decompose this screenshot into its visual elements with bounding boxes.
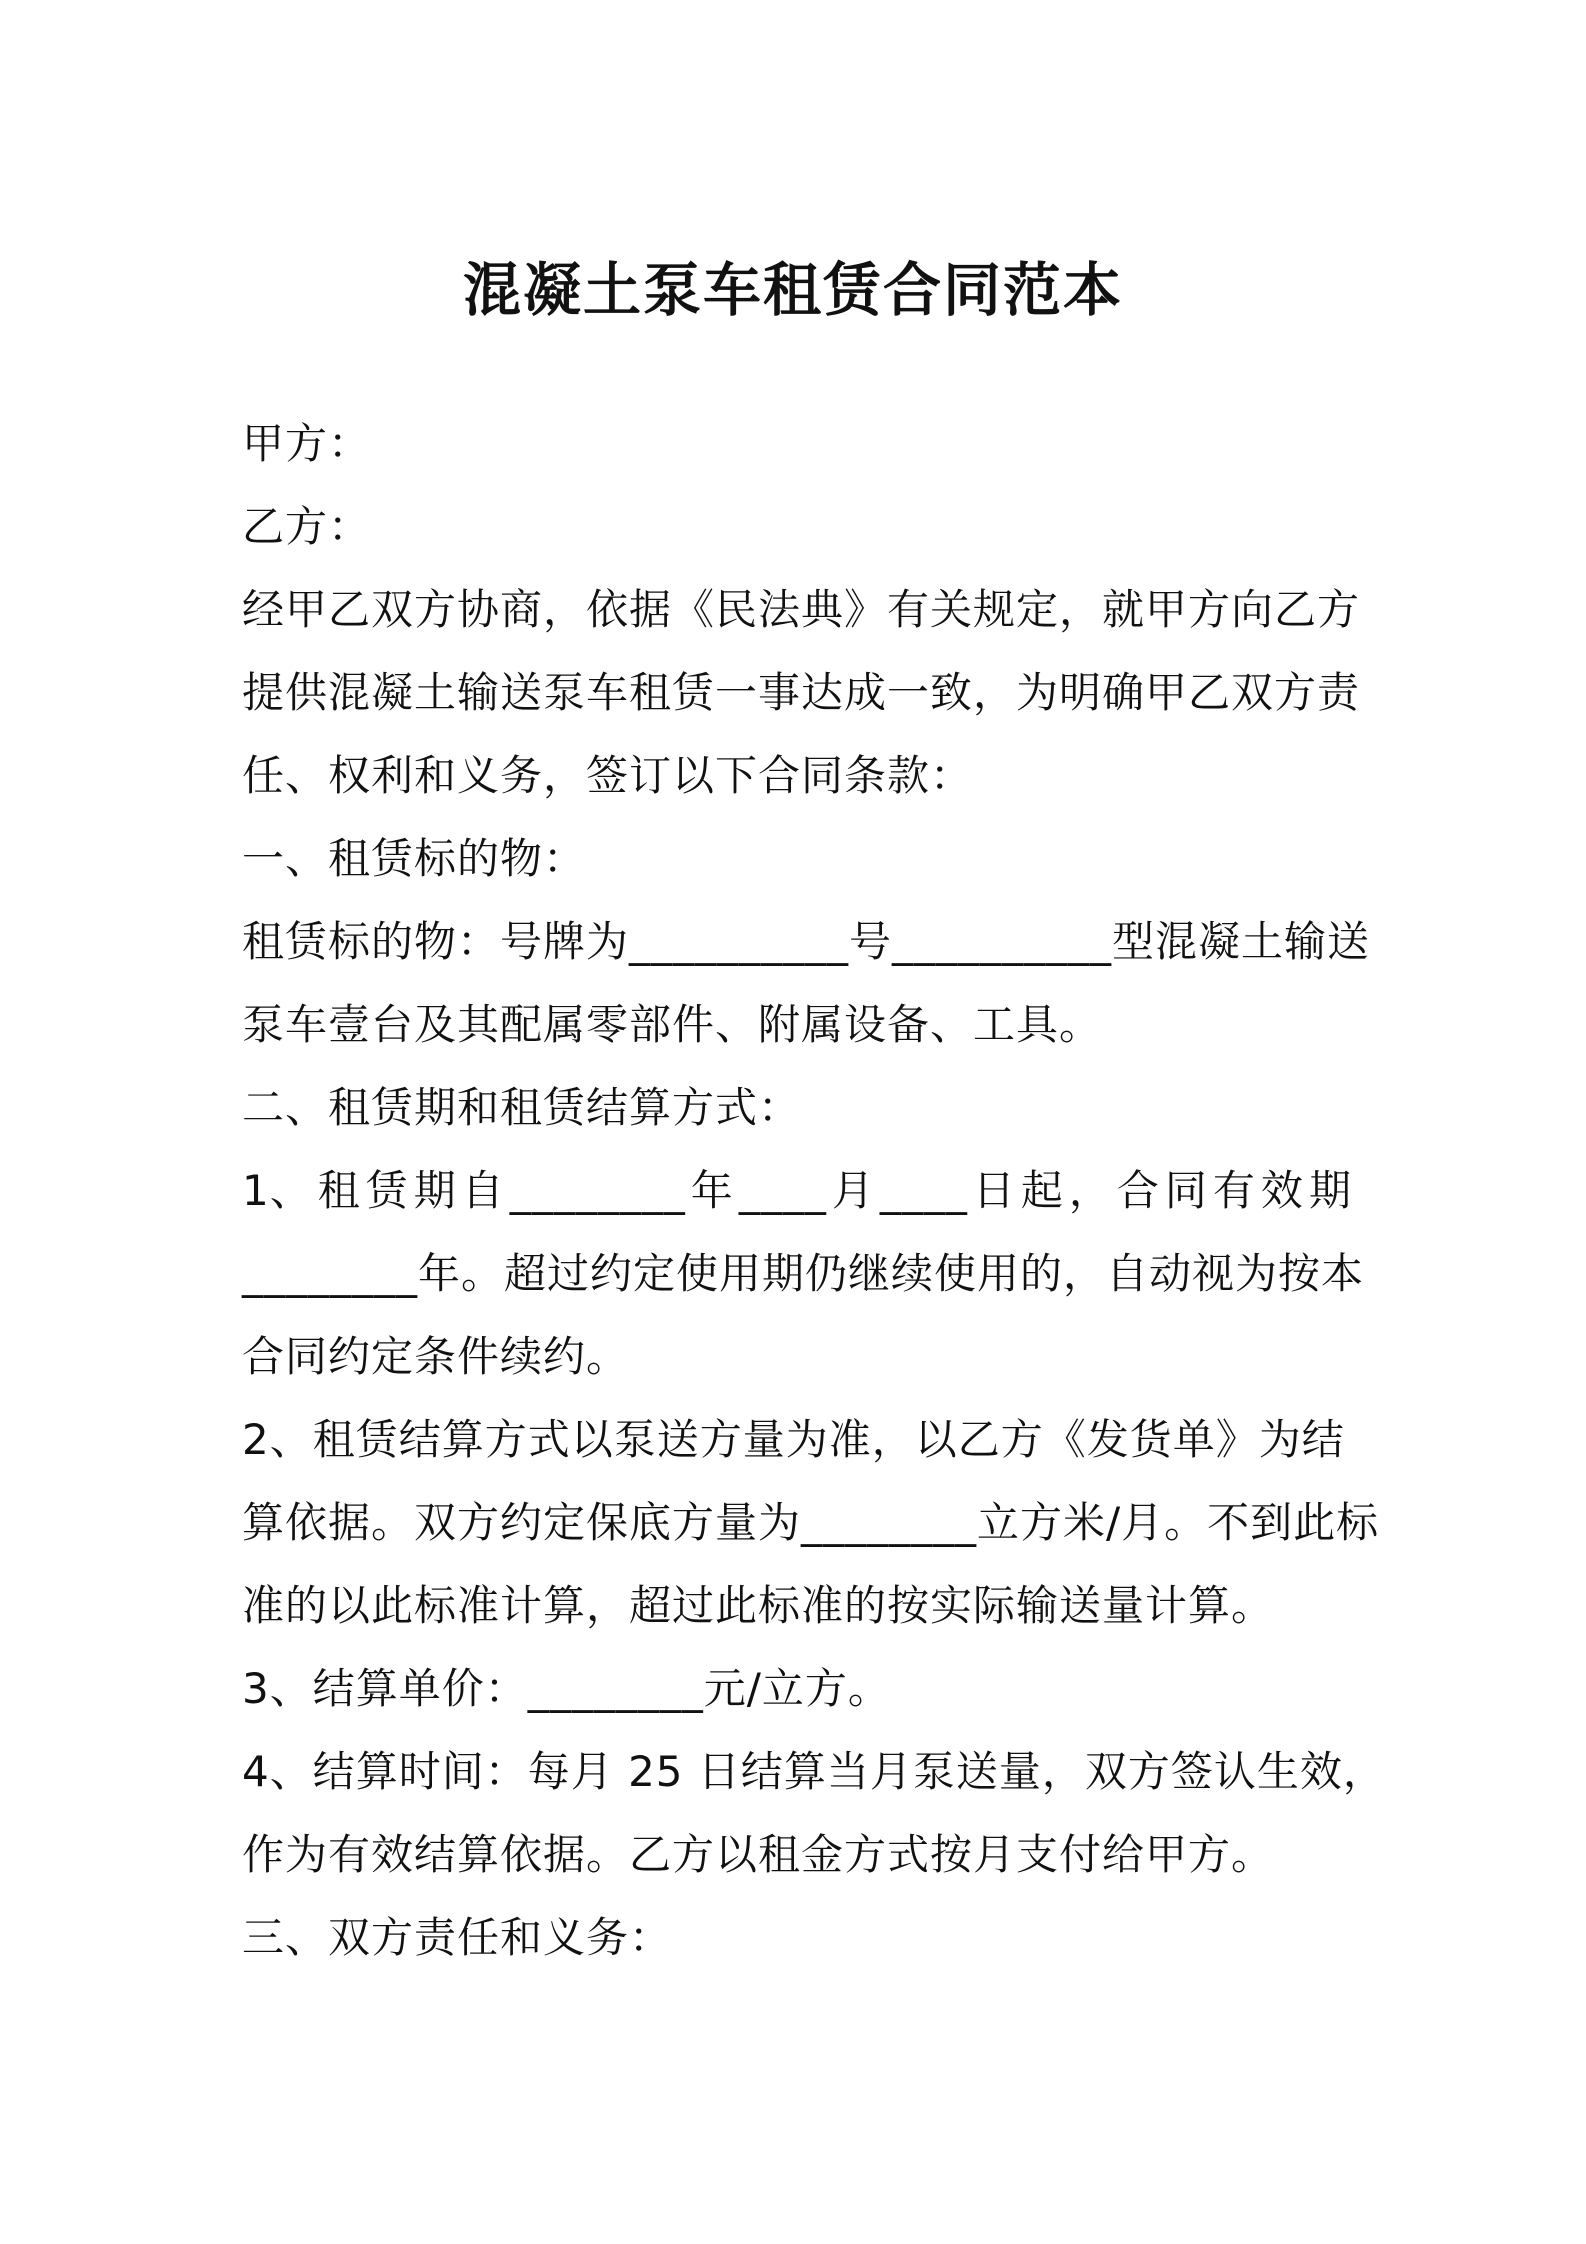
lease-object-line-1: 租赁标的物：号牌为__________号__________型混凝土输送: [242, 917, 1371, 966]
settlement-method-line-3: 准的以此标准计算，超过此标准的按实际输送量计算。: [242, 1581, 1275, 1630]
lease-term-part: 赁: [365, 1166, 409, 1215]
lease-object-line-2: 泵车壹台及其配属零部件、附属设备、工具。: [242, 1000, 1103, 1049]
intro-line-3: 任、权利和义务，签订以下合同条款：: [242, 751, 974, 800]
section-3-heading: 三、双方责任和义务：: [242, 1913, 673, 1962]
lease-term-part: 期: [1308, 1166, 1352, 1215]
lease-term-blank: ____: [879, 1166, 968, 1215]
section-2-heading: 二、租赁期和租赁结算方式：: [242, 1083, 802, 1132]
lease-term-part: 租: [317, 1166, 361, 1215]
intro-line-2: 提供混凝土输送泵车租赁一事达成一致，为明确甲乙双方责: [242, 668, 1361, 717]
lease-term-part: 日: [972, 1166, 1016, 1215]
lease-term-line-1: [242, 1149, 1352, 1232]
lease-term-part: 效: [1260, 1166, 1304, 1215]
document-title: 混凝土泵车租赁合同范本: [462, 256, 1123, 324]
lease-term-line-3: 合同约定条件续约。: [242, 1332, 630, 1381]
lease-term-blank: ____: [738, 1166, 827, 1215]
settlement-time-line-2: 作为有效结算依据。乙方以租金方式按月支付给甲方。: [242, 1830, 1275, 1879]
settlement-method-line-2: 算依据。双方约定保底方量为________立方米/月。不到此标: [242, 1498, 1380, 1547]
document-body: [242, 402, 1386, 1979]
unit-price-line: 3、结算单价：________元/立方。: [242, 1664, 891, 1713]
lease-term-part: 同: [1164, 1166, 1208, 1215]
lease-term-part: 1、: [242, 1166, 313, 1215]
lease-term-part: 年: [690, 1166, 734, 1215]
lease-term-line-2: ________年。超过约定使用期仍继续使用的，自动视为按本: [242, 1249, 1365, 1298]
lease-term-part: ，: [1068, 1166, 1112, 1215]
lease-term-part: 起: [1020, 1166, 1064, 1215]
settlement-time-line-1: 4、结算时间：每月 25 日结算当月泵送量，双方签认生效，: [242, 1747, 1386, 1796]
lease-term-blank: ________: [509, 1166, 686, 1215]
lease-term-part: 有: [1212, 1166, 1256, 1215]
party-b-line: 乙方：: [242, 502, 372, 551]
lease-term-part: 合: [1116, 1166, 1160, 1215]
lease-term-part: 期: [413, 1166, 457, 1215]
lease-term-part: 自: [461, 1166, 505, 1215]
intro-line-1: 经甲乙双方协商，依据《民法典》有关规定，就甲方向乙方: [242, 585, 1361, 634]
party-a-line: 甲方：: [242, 419, 372, 468]
section-1-heading: 一、租赁标的物：: [242, 834, 587, 883]
settlement-method-line-1: 2、租赁结算方式以泵送方量为准，以乙方《发货单》为结: [242, 1415, 1345, 1464]
lease-term-part: 月: [831, 1166, 875, 1215]
